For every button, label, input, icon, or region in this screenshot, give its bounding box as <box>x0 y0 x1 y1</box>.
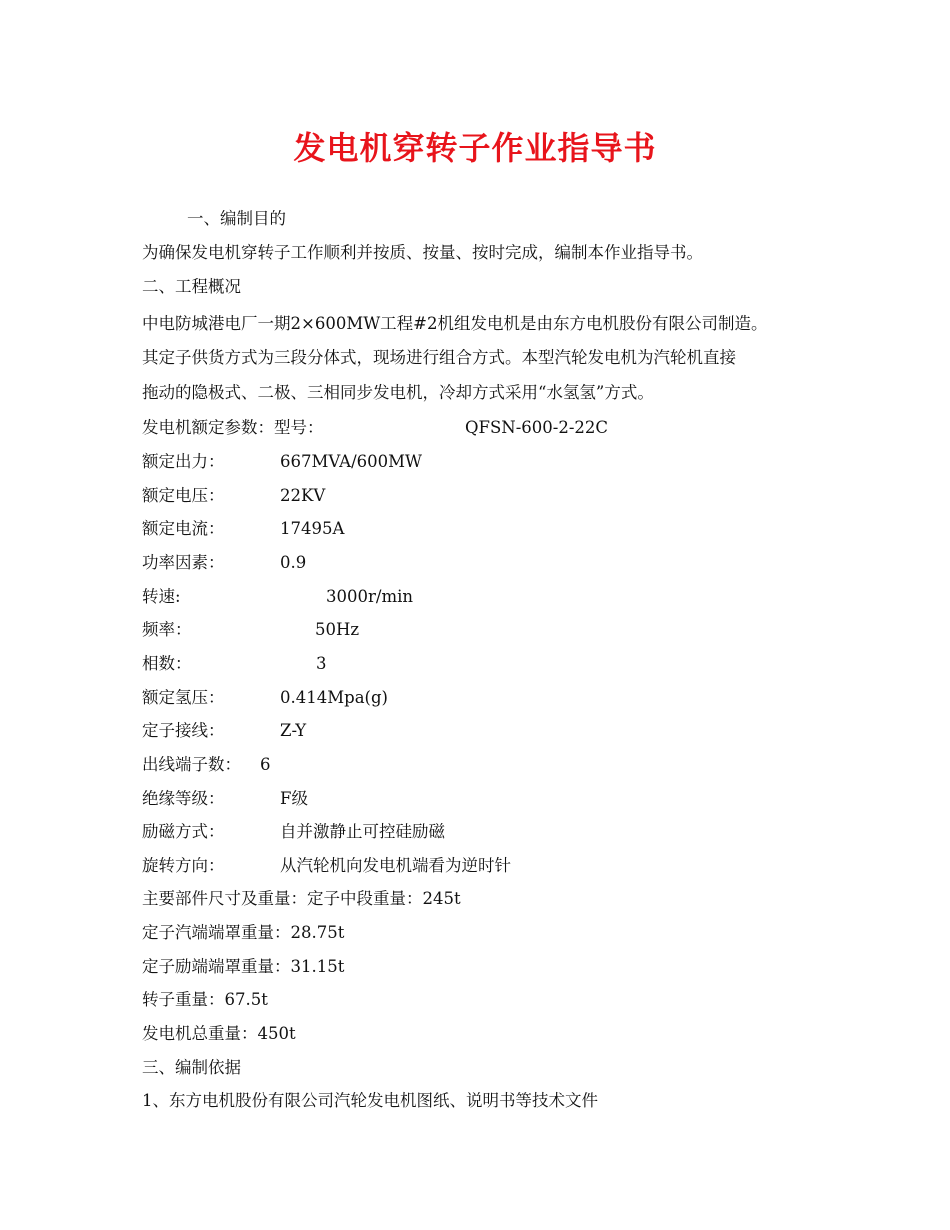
param-value: 22KV <box>280 486 326 505</box>
overview-line-3: 拖动的隐极式、二极、三相同步发电机，冷却方式采用“水氢氢”方式。 <box>142 383 654 402</box>
param-row <box>142 517 842 541</box>
param-label: 功率因素： <box>142 553 225 572</box>
param-label: 额定氢压： <box>142 688 225 707</box>
param-label: 额定电压： <box>142 486 225 505</box>
param-value: 自并激静止可控硅励磁 <box>280 822 445 841</box>
param-row <box>142 753 842 777</box>
param-value: 6 <box>260 755 271 774</box>
param-label: 额定出力： <box>142 452 225 471</box>
weight-line: 主要部件尺寸及重量：定子中段重量：245t <box>142 889 461 908</box>
param-label: 转速: <box>142 587 181 606</box>
param-value: QFSN-600-2-22C <box>465 418 609 437</box>
section-1-heading: 一、编制目的 <box>187 209 286 228</box>
overview-line-1: 中电防城港电厂一期2×600MW工程#2机组发电机是由东方电机股份有限公司制造。 <box>142 314 768 333</box>
param-label: 绝缘等级： <box>142 789 225 808</box>
param-value: Z-Y <box>280 721 307 740</box>
weight-line: 定子汽端端罩重量：28.75t <box>142 923 345 942</box>
document-title: 发电机穿转子作业指导书 <box>293 129 657 167</box>
weight-line: 发电机总重量：450t <box>142 1024 296 1043</box>
param-row <box>142 719 842 743</box>
param-value: 50Hz <box>315 620 360 639</box>
param-row <box>142 820 842 844</box>
param-row <box>142 585 842 609</box>
weight-line: 转子重量：67.5t <box>142 990 268 1009</box>
param-label: 额定电流： <box>142 519 225 538</box>
weight-line: 定子励端端罩重量：31.15t <box>142 957 345 976</box>
param-row <box>142 618 842 642</box>
param-value: 从汽轮机向发电机端看为逆时针 <box>280 856 511 875</box>
param-value: 0.9 <box>280 553 307 572</box>
param-row <box>142 450 842 474</box>
section-2-heading: 二、工程概况 <box>142 277 241 296</box>
param-value: 3 <box>316 654 327 673</box>
param-row <box>142 484 842 508</box>
param-row <box>142 787 842 811</box>
param-value: 0.414Mpa(g) <box>280 688 388 707</box>
section-3-heading: 三、编制依据 <box>142 1058 241 1077</box>
param-label: 定子接线： <box>142 721 225 740</box>
param-value: F级 <box>280 789 308 808</box>
param-value: 3000r/min <box>326 587 413 606</box>
overview-line-2: 其定子供货方式为三段分体式，现场进行组合方式。本型汽轮发电机为汽轮机直接 <box>142 348 736 367</box>
param-value: 667MVA/600MW <box>280 452 423 471</box>
param-label: 相数： <box>142 654 192 673</box>
param-label: 旋转方向： <box>142 856 225 875</box>
section-3-item: 1、东方电机股份有限公司汽轮发电机图纸、说明书等技术文件 <box>142 1091 598 1110</box>
param-label: 出线端子数： <box>142 755 241 774</box>
param-row <box>142 686 842 710</box>
param-row-model <box>142 416 842 440</box>
param-row <box>142 652 842 676</box>
param-label: 频率： <box>142 620 192 639</box>
param-row <box>142 551 842 575</box>
param-label: 发电机额定参数：型号： <box>142 418 324 437</box>
param-label: 励磁方式： <box>142 822 225 841</box>
param-value: 17495A <box>280 519 345 538</box>
param-row <box>142 854 842 878</box>
section-1-text: 为确保发电机穿转子工作顺利并按质、按量、按时完成，编制本作业指导书。 <box>142 243 703 262</box>
